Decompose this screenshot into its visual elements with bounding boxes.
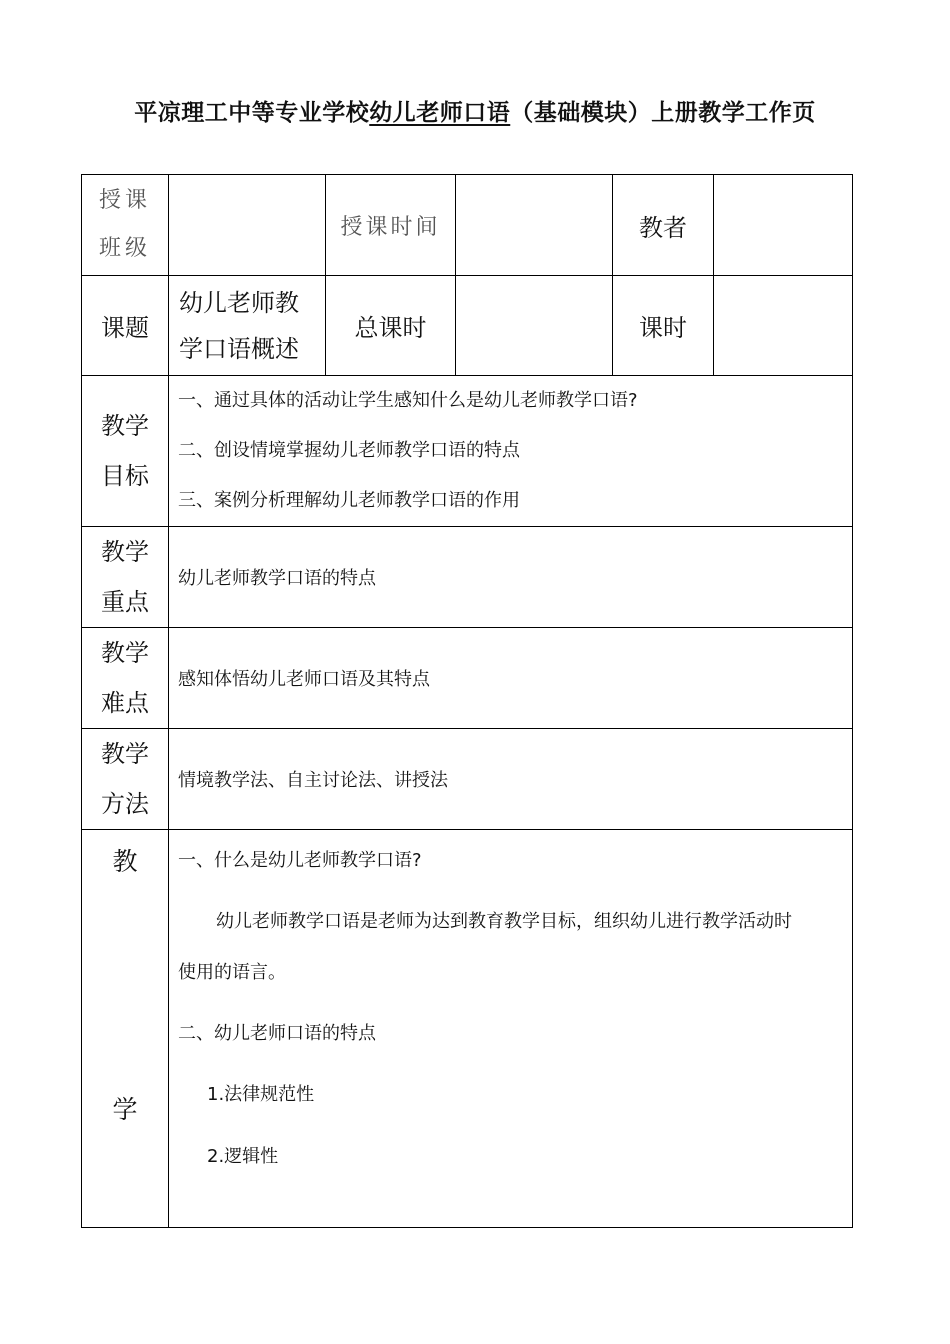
methods-label-cell [82,729,169,830]
title-subject: 幼儿老师口语 [369,100,511,126]
topic-row [82,276,853,376]
process-label-char-1: 教 [112,847,138,876]
objective-item: 一、通过具体的活动让学生感知什么是幼儿老师教学口语? [178,390,638,411]
objective-item: 二、创设情境掌握幼儿老师教学口语的特点 [178,440,520,461]
methods-label-line-1: 教学 [101,740,149,768]
teacher-label-cell: 教者 [613,175,714,276]
lesson-plan-table [81,174,853,1228]
hours-value-cell[interactable] [714,276,853,376]
objectives-content-cell [169,376,853,527]
methods-text: 情境教学法、自主讨论法、讲授法 [169,729,853,830]
process-list-item: 2.逻辑性 [207,1146,279,1167]
key-points-row [82,527,853,628]
process-row [82,830,853,1228]
class-value-cell[interactable] [169,175,326,276]
class-label-cell [82,175,169,276]
teacher-value-cell[interactable] [714,175,853,276]
key-points-label-line-2: 重点 [101,588,149,616]
objectives-label-line-1: 教学 [101,412,149,440]
process-paragraph-line: 幼儿老师教学口语是老师为达到教育教学目标，组织幼儿进行教学活动时 [216,911,792,932]
key-points-label-line-1: 教学 [101,538,149,566]
process-content-cell [169,830,853,1228]
key-points-text: 幼儿老师教学口语的特点 [169,527,853,628]
total-hours-value-cell[interactable] [456,276,613,376]
difficulties-label-line-1: 教学 [101,639,149,667]
objectives-label-line-2: 目标 [101,462,149,490]
class-label-line-2: 班级 [98,236,151,261]
topic-value-cell [169,276,326,376]
methods-row [82,729,853,830]
topic-line-1: 幼儿老师教 [179,288,299,317]
difficulties-label-cell [82,628,169,729]
topic-line-2: 学口语概述 [179,334,299,363]
page-title [0,94,950,127]
difficulties-label-line-2: 难点 [101,689,149,717]
process-label-cell [82,830,169,1228]
header-row [82,175,853,276]
title-prefix: 平凉理工中等专业学校 [134,100,370,126]
total-hours-label-cell: 总课时 [326,276,456,376]
process-label-char-2: 学 [112,1095,138,1124]
topic-label-cell: 课题 [82,276,169,376]
time-label-cell: 授课时间 [326,175,456,276]
process-list-item: 1.法律规范性 [207,1084,315,1105]
title-suffix: （基础模块）上册教学工作页 [510,100,816,126]
process-heading-2: 二、幼儿老师口语的特点 [178,1023,376,1044]
difficulties-row [82,628,853,729]
key-points-label-cell [82,527,169,628]
class-label-line-1: 授课 [98,188,151,213]
objectives-row [82,376,853,527]
difficulties-text: 感知体悟幼儿老师口语及其特点 [169,628,853,729]
objective-item: 三、案例分析理解幼儿老师教学口语的作用 [178,490,520,511]
hours-label-cell: 课时 [613,276,714,376]
process-paragraph-line: 使用的语言。 [178,962,286,983]
time-value-cell[interactable] [456,175,613,276]
process-heading-1: 一、什么是幼儿老师教学口语? [178,850,422,871]
methods-label-line-2: 方法 [101,790,149,818]
objectives-label-cell [82,376,169,527]
